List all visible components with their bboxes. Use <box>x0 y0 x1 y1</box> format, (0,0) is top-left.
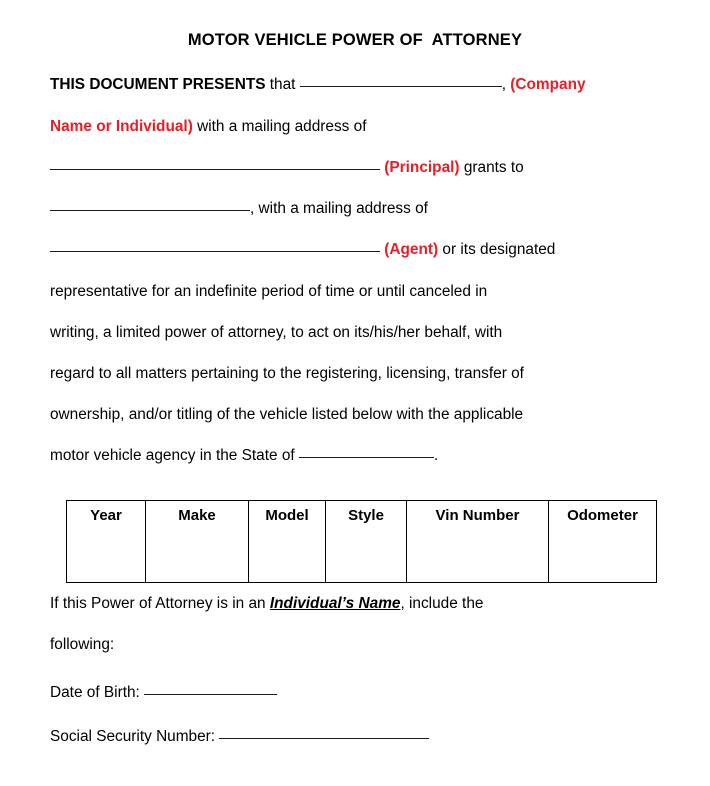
agent-address-blank[interactable] <box>50 251 380 252</box>
principal-label: (Principal) <box>384 159 460 176</box>
date-of-birth-blank[interactable] <box>144 694 277 695</box>
agent-name-blank[interactable] <box>50 210 250 211</box>
company-continuation-line <box>50 119 366 134</box>
presents-line <box>50 77 586 92</box>
table-cell-model[interactable] <box>249 501 326 583</box>
individual-text-pre: If this Power of Attorney is in an <box>50 595 270 612</box>
company-name-blank[interactable] <box>300 86 502 87</box>
presents-comma: , <box>501 76 511 93</box>
column-header-odometer: Odometer <box>567 507 638 524</box>
state-blank[interactable] <box>299 457 434 458</box>
table-cell-make[interactable] <box>146 501 249 583</box>
column-header-vin-number: Vin Number <box>435 507 520 524</box>
agent-line <box>50 242 555 257</box>
body-line-regard: regard to all matters pertaining to the registering, licensing, transfer of <box>50 365 524 382</box>
company-label-part2: Name or Individual) <box>50 118 193 135</box>
social-security-line <box>50 729 429 744</box>
company-label-part1: (Company <box>510 76 586 93</box>
date-of-birth-label: Date of Birth: <box>50 684 145 701</box>
mailing-address-text-1: with a mailing address of <box>192 118 367 135</box>
agent-name-line <box>50 201 428 216</box>
column-header-model: Model <box>265 507 309 524</box>
agent-label: (Agent) <box>384 241 439 258</box>
social-security-label: Social Security Number: <box>50 728 220 745</box>
table-row <box>67 501 657 583</box>
presents-that: that <box>265 76 300 93</box>
table-cell-vin-number[interactable] <box>407 501 549 583</box>
column-header-style: Style <box>348 507 384 524</box>
body-line-ownership: ownership, and/or titling of the vehicle listed below with the applicable <box>50 406 524 423</box>
social-security-blank[interactable] <box>219 738 429 739</box>
table-cell-year[interactable] <box>67 501 146 583</box>
body-line-representative: representative for an indefinite period of time or until canceled in <box>50 283 488 300</box>
column-header-year: Year <box>90 507 122 524</box>
state-line <box>50 448 438 463</box>
principal-line <box>50 160 524 175</box>
vehicle-info-table <box>66 500 657 583</box>
body-line-writing: writing, a limited power of attorney, to act on its/his/her behalf, with <box>50 324 503 341</box>
table-cell-style[interactable] <box>326 501 407 583</box>
principal-address-blank[interactable] <box>50 169 380 170</box>
mailing-address-text-2: , with a mailing address of <box>250 200 428 217</box>
state-period: . <box>433 447 439 464</box>
column-header-make: Make <box>178 507 216 524</box>
following-line: following: <box>50 636 115 653</box>
individual-name-line <box>50 596 483 611</box>
date-of-birth-line <box>50 685 277 700</box>
page-title: MOTOR VEHICLE POWER OF ATTORNEY <box>187 31 523 49</box>
table-cell-odometer[interactable] <box>549 501 657 583</box>
individual-name-emphasis: Individual’s Name <box>269 595 401 612</box>
designated-text: or its designated <box>438 241 556 258</box>
individual-text-post: , include the <box>400 595 484 612</box>
grants-to-text: grants to <box>459 159 524 176</box>
presents-label: THIS DOCUMENT PRESENTS <box>50 76 266 93</box>
state-label: motor vehicle agency in the State of <box>50 447 299 464</box>
